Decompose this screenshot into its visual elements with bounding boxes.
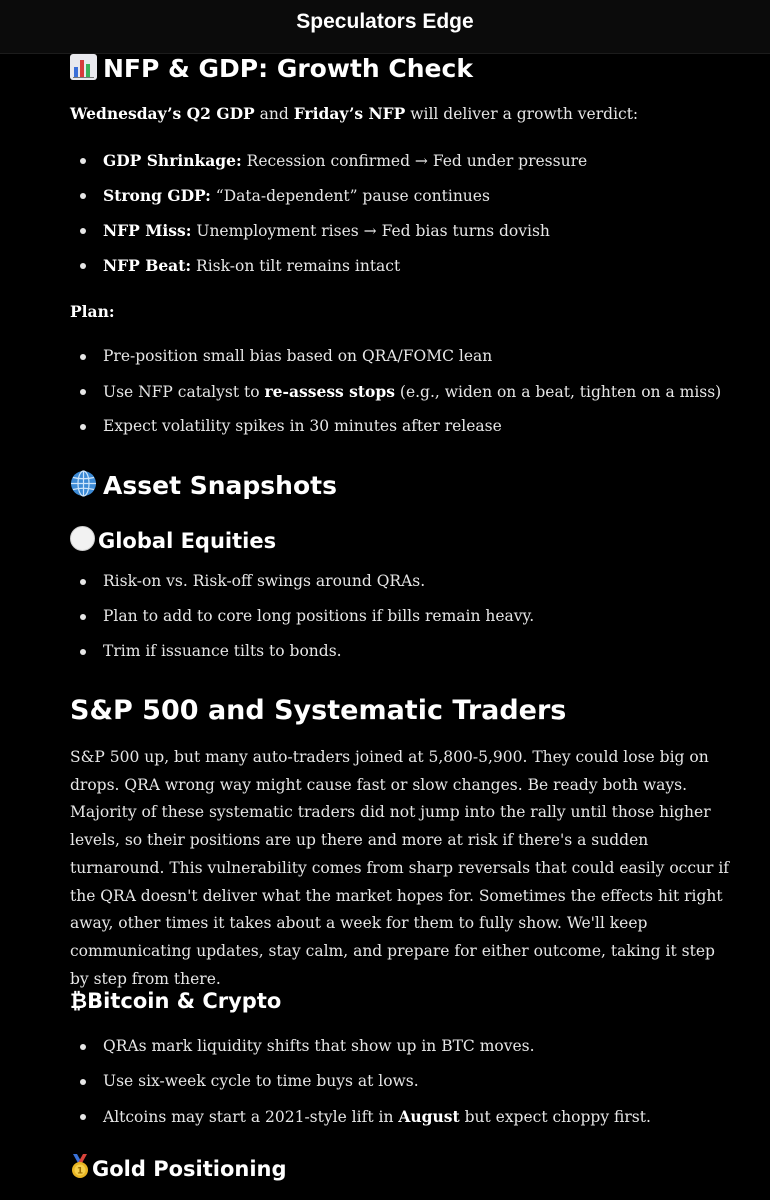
global-equities-heading-text: Global Equities bbox=[98, 529, 277, 553]
list-item bbox=[70, 1099, 651, 1134]
app-header bbox=[0, 0, 770, 54]
scenario-list bbox=[70, 143, 587, 283]
plan-item-bold: re-assess stops bbox=[264, 382, 395, 401]
page-title: Speculators Edge bbox=[296, 10, 474, 33]
list-item bbox=[70, 178, 587, 213]
list-item bbox=[70, 248, 587, 283]
white-circle-icon bbox=[70, 526, 95, 556]
intro-mid-text: and bbox=[254, 105, 294, 123]
svg-text:1: 1 bbox=[76, 1166, 84, 1177]
crypto-item-text: but expect choppy first. bbox=[459, 1108, 651, 1126]
plan-item-text: Use NFP catalyst to bbox=[103, 383, 265, 401]
global-equities-heading bbox=[70, 526, 276, 556]
asset-snapshots-heading-text: Asset Snapshots bbox=[103, 471, 337, 500]
intro-gdp-bold: Wednesday’s Q2 GDP bbox=[70, 104, 255, 123]
gold-heading bbox=[70, 1154, 287, 1184]
plan-item-text: (e.g., widen on a beat, tighten on a miss) bbox=[394, 383, 722, 401]
crypto-item-text: Altcoins may start a 2021-style lift in bbox=[103, 1108, 399, 1126]
scenario-text: Unemployment rises → Fed bias turns dovish bbox=[191, 222, 550, 240]
list-item bbox=[70, 143, 587, 178]
sp500-heading: S&P 500 and Systematic Traders bbox=[70, 695, 567, 726]
plan-label-text: Plan: bbox=[70, 302, 115, 321]
scenario-label: NFP Miss: bbox=[103, 221, 192, 240]
bitcoin-heading bbox=[70, 989, 281, 1014]
globe-icon bbox=[70, 470, 97, 503]
list-item bbox=[70, 374, 721, 409]
plan-label bbox=[70, 302, 115, 321]
equities-list bbox=[70, 564, 534, 669]
list-item: QRAs mark liquidity shifts that show up in BTC moves. bbox=[70, 1029, 651, 1064]
bar-chart-icon bbox=[70, 54, 97, 86]
list-item: Plan to add to core long positions if bills remain heavy. bbox=[70, 599, 534, 634]
nfp-gdp-heading-text: NFP & GDP: Growth Check bbox=[103, 54, 473, 83]
scenario-label: Strong GDP: bbox=[103, 186, 211, 205]
plan-list bbox=[70, 339, 721, 444]
list-item: Risk-on vs. Risk-off swings around QRAs. bbox=[70, 564, 534, 599]
crypto-list bbox=[70, 1029, 651, 1134]
bitcoin-heading-text: Bitcoin & Crypto bbox=[87, 989, 282, 1013]
gold-heading-text: Gold Positioning bbox=[92, 1157, 287, 1181]
sp500-paragraph: S&P 500 up, but many auto-traders joined at 5,800-5,900. They could lose big on drops. QRA wrong way might cause fast or slow changes. Be ready both ways. Majority of these systematic traders did not jump into the rally until those higher levels, so their positions are up there and more at risk if there's a sudden turnaround. This vulnerability comes from sharp reversals that could easily occur if the QRA doesn't deliver what the market hopes for. Sometimes the effects hit right away, other times it takes about a week for them to fully show. We'll keep communicating updates, stay calm, and prepare for either outcome, taking it step by step from there. bbox=[70, 748, 730, 988]
crypto-item-bold: August bbox=[398, 1107, 460, 1126]
intro-tail-text: will deliver a growth verdict: bbox=[405, 105, 639, 123]
list-item: Use six-week cycle to time buys at lows. bbox=[70, 1064, 651, 1099]
intro-nfp-bold: Friday’s NFP bbox=[293, 104, 406, 123]
scenario-label: GDP Shrinkage: bbox=[103, 151, 242, 170]
scenario-label: NFP Beat: bbox=[103, 256, 192, 275]
asset-snapshots-heading bbox=[70, 470, 337, 503]
medal-icon bbox=[70, 1154, 90, 1184]
nfp-intro bbox=[70, 104, 638, 123]
list-item: Pre-position small bias based on QRA/FOMC lean bbox=[70, 339, 721, 374]
scenario-text: Risk-on tilt remains intact bbox=[191, 257, 401, 275]
scenario-text: “Data-dependent” pause continues bbox=[210, 187, 490, 205]
nfp-gdp-heading bbox=[70, 54, 473, 86]
list-item: Trim if issuance tilts to bonds. bbox=[70, 634, 534, 669]
list-item bbox=[70, 213, 587, 248]
list-item: Expect volatility spikes in 30 minutes after release bbox=[70, 409, 721, 444]
bitcoin-icon: ₿ bbox=[70, 989, 88, 1013]
scenario-text: Recession confirmed → Fed under pressure bbox=[241, 152, 588, 170]
